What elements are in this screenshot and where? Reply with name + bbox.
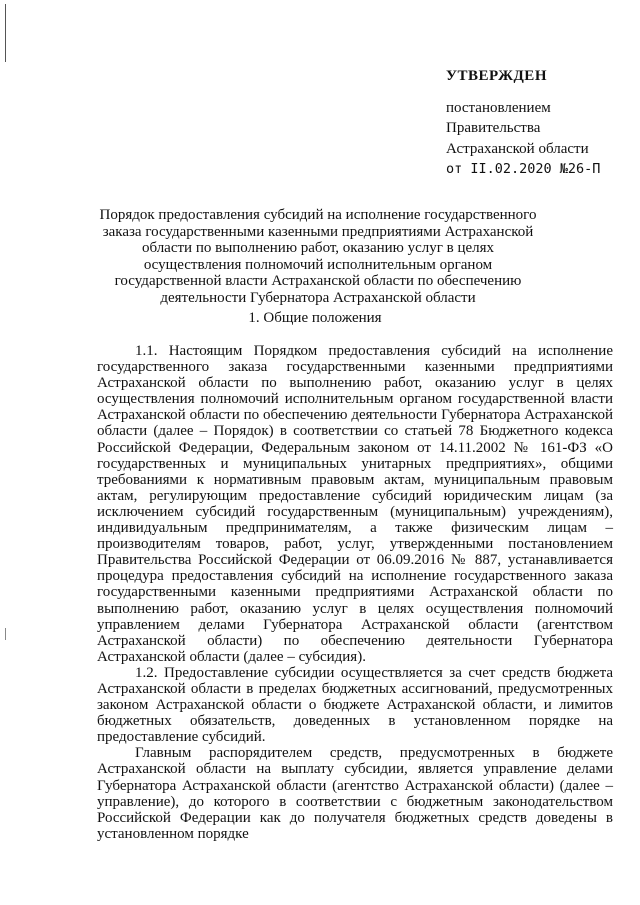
document-title: Порядок предоставления субсидий на исполнение государственного заказа государственными казенными предприятиями Астраханской области по выполнению работ, оказанию услуг в целях осуществления полномочий исполнительным органом государственной власти Астраханской области по обеспечению деятельности Губернатора Астраханской области [99,207,537,306]
paragraph-1-2: 1.2. Предоставление субсидии осуществляется за счет средств бюджета Астраханской области в пределах бюджетных ассигнований, предусмотренных законом Астраханской области о бюджете Астраханской области, и лимитов бюджетных обязательств, доведенных в установленном порядке на предоставление субсидий. [97,664,613,746]
approval-line-2: Правительства [446,120,541,136]
approval-line-1: постановлением [446,99,551,116]
approval-decree-number: от II.02.2020 №26-П [446,161,601,177]
document-body [97,343,613,842]
margin-scan-mark [5,628,6,640]
section-heading: 1. Общие положения [248,310,382,326]
paragraph-main-administrator: Главным распорядителем средств, предусмотренных в бюджете Астраханской области на выплату субсидии, является управление делами Губернатора Астраханской области (агентство Астраханской области) (далее – управление), до которого в соответствии с бюджетным законодательством Российской Федерации как до получателя бюджетных средств доведены в установленном порядке [97,745,613,842]
approval-block [446,66,600,180]
approval-heading: УТВЕРЖДЕН [446,68,547,84]
margin-scan-line [5,4,6,62]
approval-line-3: Астраханской области [446,140,589,157]
paragraph-1-1: 1.1. Настоящим Порядком предоставления субсидий на исполнение государственного заказа государственными казенными предприятиями Астраханской области по выполнению работ, оказанию услуг в целях осуществления полномочий исполнительным органом государственной власти Астраханской области по обеспечению деятельности Губернатора Астраханской области (далее – Порядок) в соответствии со статьей 78 Бюджетного кодекса Российской Федерации, Федеральным законом от 14.11.2002 № 161-ФЗ «О государственных и муниципальных унитарных предприятиях», общими требованиями к нормативным правовым актам, муниципальным правовым актам, регулирующим предоставление субсидий юридическим лицам (за исключением субсидий государственным (муниципальным) учреждениям), индивидуальным предпринимателям, а также физическим лицам – производителям товаров, работ, услуг, утвержденными постановлением Правительства Российской Федерации от 06.09.2016 № 887, устанавливается процедура предоставления субсидий на исполнение государственного заказа государственными казенными предприятиями Астраханской области по выполнению работ, оказанию услуг в целях осуществления полномочий управлением делами Губернатора Астраханской области (агентством Астраханской области) по обеспечению деятельности Губернатора Астраханской области (далее – субсидия). [97,343,613,665]
